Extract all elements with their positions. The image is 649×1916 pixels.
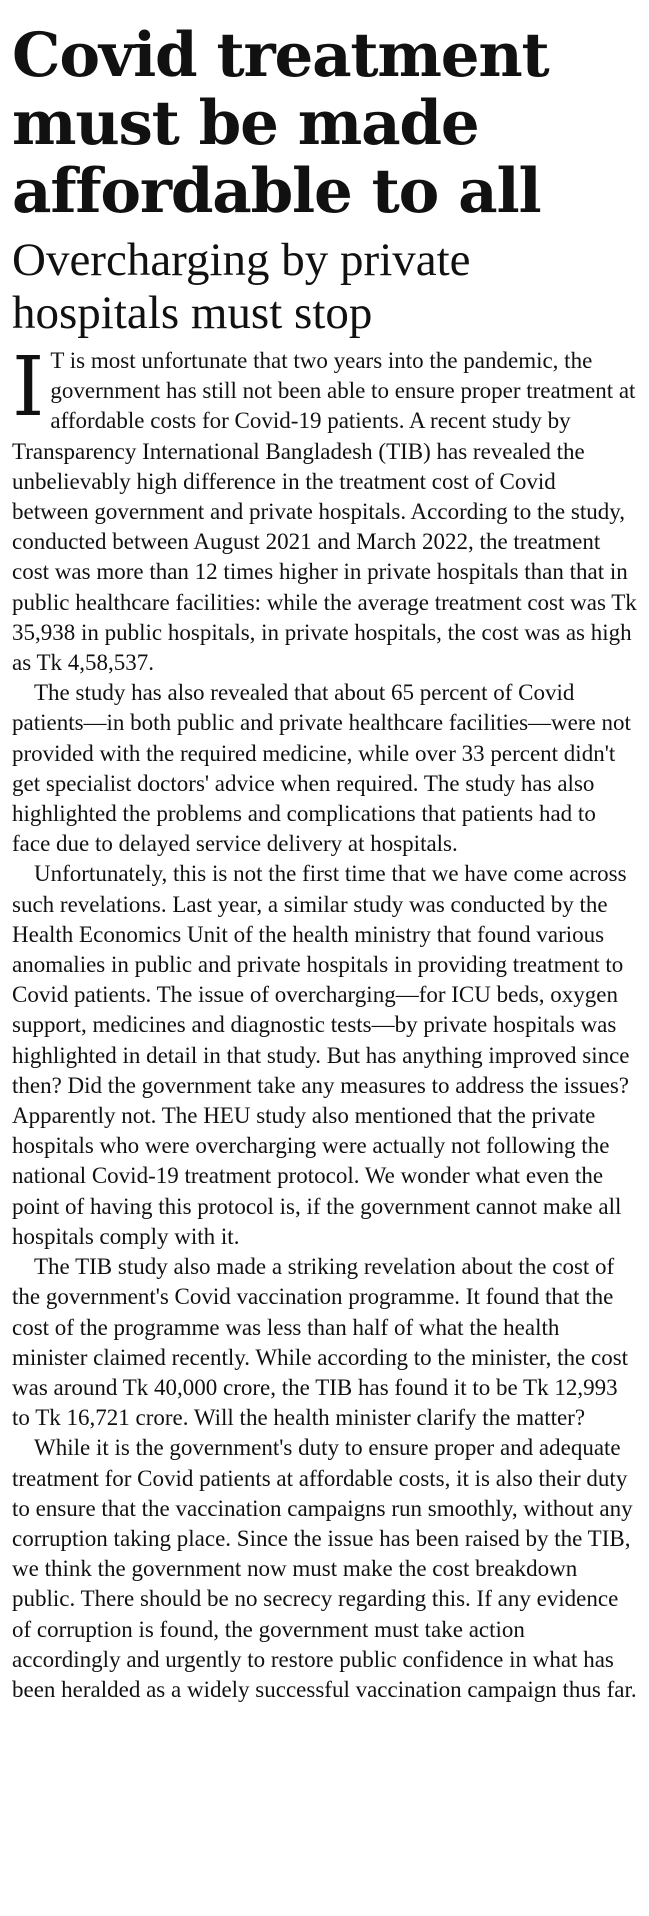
paragraph-3: Unfortunately, this is not the first time that we have come across such revelations. Last year, a similar study was conducted by the Health Economics Unit of the health ministry that found various anomalies in public and private hospitals in providing treatment to Covid patients. The issue of overcharging—for ICU beds, oxygen support, medicines and diagnostic tests—by private hospitals was highlighted in detail in that study. But has anything improved since then? Did the government take any measures to address the issues? Apparently not. The HEU study also mentioned that the private hospitals who were overcharging were actually not following the national Covid-19 treatment protocol. We wonder what even the point of having this protocol is, if the government cannot make all hospitals comply with it. (12, 861, 630, 1249)
headline-line: Covid treatment (12, 20, 549, 91)
subheadline-line: hospitals must stop (12, 287, 373, 339)
subheadline-line: Overcharging by private (12, 234, 471, 286)
paragraph-1-text: T is most unfortunate that two years into the pandemic, the government has still not been able to ensure proper treatment at affordable costs for Covid-19 patients. A recent study by Transparency International Bangladesh (TIB) has revealed the unbelievably high difference in the treatment cost of Covid between government and private hospitals. According to the study, conducted between August 2021 and March 2022, the treatment cost was more than 12 times higher in private hospitals than that in public healthcare facilities: while the average treatment cost was Tk 35,938 in public hospitals, in private hospitals, the cost was as high as Tk 4,58,537. (12, 348, 637, 676)
headline (12, 22, 637, 226)
subheadline (12, 234, 637, 340)
headline-line: must be made (12, 88, 479, 159)
drop-cap: I (12, 340, 45, 435)
paragraph-2: The study has also revealed that about 65 percent of Covid patients—in both public and private healthcare facilities—were not provided with the required medicine, while over 33 percent didn't get specialist doctors' advice when required. The study has also highlighted the problems and complications that patients had to face due to delayed service delivery at hospitals. (12, 680, 631, 857)
article-body (12, 340, 637, 1705)
headline-line: affordable to all (12, 156, 541, 227)
paragraph-1 (12, 340, 637, 678)
paragraph-5: While it is the government's duty to ensure proper and adequate treatment for Covid patients at affordable costs, it is also their duty to ensure that the vaccination campaigns run smoothly, without any corruption taking place. Since the issue has been raised by the TIB, we think the government now must make the cost breakdown public. There should be no secrecy regarding this. If any evidence of corruption is found, the government must take action accordingly and urgently to restore public confidence in what has been heralded as a widely successful vaccination campaign thus far. (12, 1435, 637, 1702)
paragraph-4: The TIB study also made a striking revelation about the cost of the government's Covid vaccination programme. It found that the cost of the programme was less than half of what the health minister claimed recently. While according to the minister, the cost was around Tk 40,000 crore, the TIB has found it to be Tk 12,993 to Tk 16,721 crore. Will the health minister clarify the matter? (12, 1254, 629, 1431)
